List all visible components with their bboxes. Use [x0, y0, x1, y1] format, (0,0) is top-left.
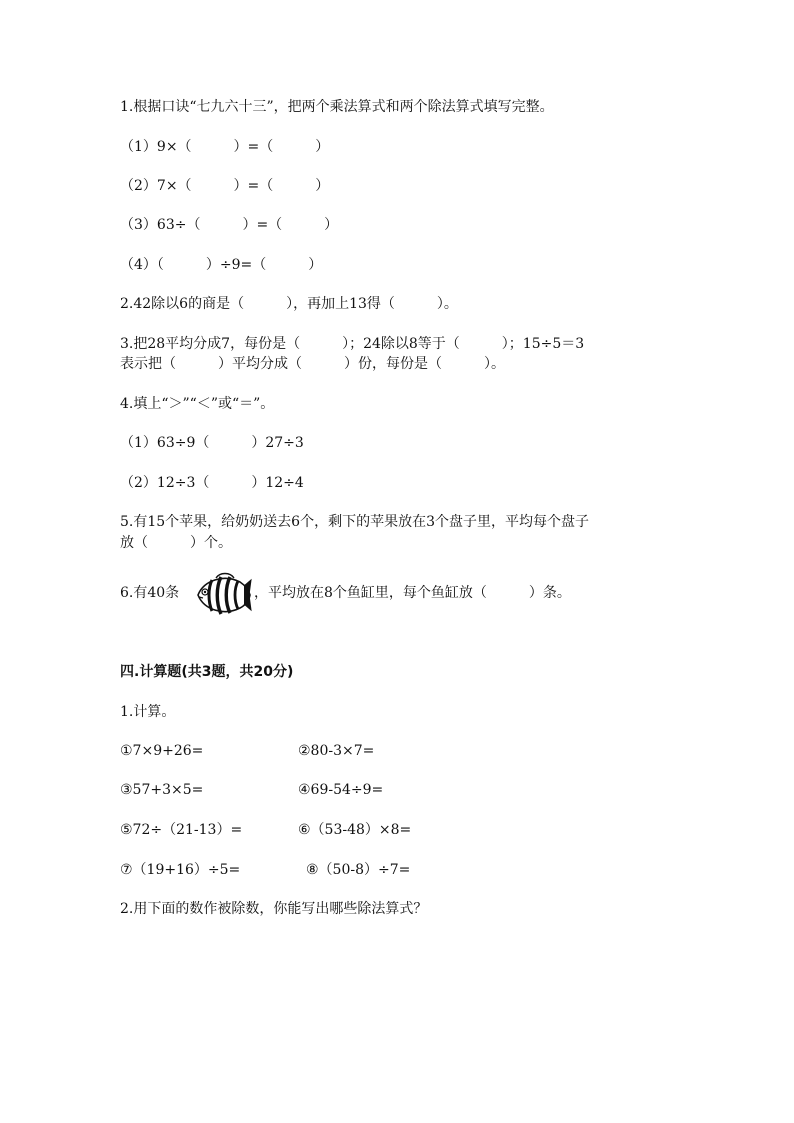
q3-line-2: 表示把（ ）平均分成（ ）份，每份是（ ）。	[120, 356, 505, 372]
q3-line-1: 3.把28平均分成7，每份是（ ）；24除以8等于（ ）；15÷5＝3	[120, 336, 585, 352]
q6-text-before: 6.有40条	[120, 585, 180, 601]
q4-title: 4.填上“＞”“＜”或“＝”。	[120, 396, 275, 412]
exercise-2: ②80-3×7=	[298, 743, 375, 759]
exercise-1: ①7×9+26=	[120, 743, 204, 759]
q1-title: 1.根据口诀“七九六十三”，把两个乘法算式和两个除法算式填写完整。	[120, 99, 554, 115]
exercise-5: ⑤72÷（21-13）=	[120, 822, 243, 838]
q5-line-1: 5.有15个苹果，给奶奶送去6个，剩下的苹果放在3个盘子里，平均每个盘子	[120, 514, 589, 530]
q1-item-2: （2）7×（ ）=（ ）	[120, 178, 330, 194]
q4-item-2: （2）12÷3（ ）12÷4	[120, 475, 304, 491]
exercise-3: ③57+3×5=	[120, 782, 204, 798]
section-4-title: 四.计算题(共3题，共20分)	[120, 664, 294, 680]
q4-item-1: （1）63÷9（ ）27÷3	[120, 435, 304, 451]
section-4-q1-title: 1.计算。	[120, 704, 176, 720]
q6-text-after: ，平均放在8个鱼缸里，每个鱼缸放（ ）条。	[254, 585, 571, 601]
q1-item-4: （4）（ ）÷9=（ ）	[120, 257, 323, 273]
exercise-6: ⑥（53-48）×8=	[298, 822, 412, 838]
section-4-q2-title: 2.用下面的数作被除数，你能写出哪些除法算式？	[120, 901, 428, 917]
q5-line-2: 放（ ）个。	[120, 535, 232, 551]
exercise-4: ④69-54÷9=	[298, 782, 384, 798]
exercise-7: ⑦（19+16）÷5=	[120, 862, 241, 878]
q1-item-3: （3）63÷（ ）=（ ）	[120, 217, 339, 233]
q2-text: 2.42除以6的商是（ ），再加上13得（ ）。	[120, 296, 458, 312]
fish-icon	[194, 572, 252, 618]
exercise-8: ⑧（50-8）÷7=	[306, 862, 411, 878]
q1-item-1: （1）9×（ ）=（ ）	[120, 139, 330, 155]
